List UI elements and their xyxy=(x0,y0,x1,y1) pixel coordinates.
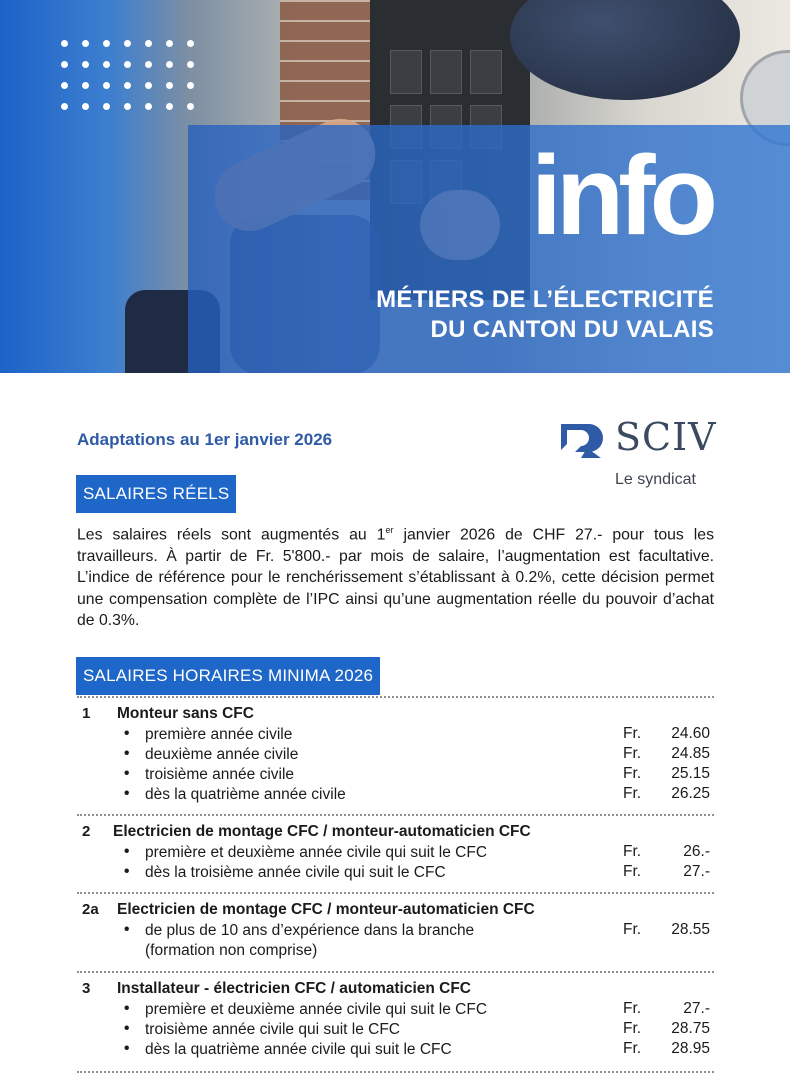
dot-grid-decoration xyxy=(61,40,191,110)
sciv-logo xyxy=(557,415,717,495)
group-title: Monteur sans CFC xyxy=(117,705,254,722)
group-title: Electricien de montage CFC / monteur-automaticien CFC xyxy=(117,901,535,918)
logo-tagline: Le syndicat xyxy=(615,471,696,488)
salary-row: • troisième année civile Fr. 25.15 xyxy=(124,765,710,783)
hero-subtitle-line2: DU CANTON DU VALAIS xyxy=(430,316,714,343)
group-number: 3 xyxy=(82,980,91,997)
document-subtitle: Adaptations au 1er janvier 2026 xyxy=(77,430,333,449)
info-title: info xyxy=(530,133,712,258)
salary-row: • dès la quatrième année civile Fr. 26.25 xyxy=(124,785,710,803)
divider xyxy=(77,1071,714,1073)
sciv-logo-icon xyxy=(557,420,605,460)
group-title: Electricien de montage CFC / monteur-automaticien CFC xyxy=(113,823,531,840)
hero-banner xyxy=(0,0,790,373)
group-number: 1 xyxy=(82,705,91,722)
salary-row: • deuxième année civile Fr. 24.85 xyxy=(124,745,710,763)
salary-row: • première et deuxième année civile qui suit le CFC Fr. 26.- xyxy=(124,843,710,861)
group-number: 2a xyxy=(82,901,99,918)
divider xyxy=(77,814,714,816)
group-title: Installateur - électricien CFC / automaticien CFC xyxy=(117,980,471,997)
logo-name: SCIV xyxy=(615,415,717,459)
section-title-salaires-horaires: SALAIRES HORAIRES MINIMA 2026 xyxy=(76,657,380,695)
divider xyxy=(77,696,714,698)
worker-cap-photo xyxy=(510,0,740,100)
salary-row: • première et deuxième année civile qui suit le CFC Fr. 27.- xyxy=(124,1000,710,1018)
hero-subtitle-line1: MÉTIERS DE L’ÉLECTRICITÉ xyxy=(376,286,714,313)
group-number: 2 xyxy=(82,823,91,840)
section-title-salaires-reels: SALAIRES RÉELS xyxy=(76,475,236,513)
salary-row: • première année civile Fr. 24.60 xyxy=(124,725,710,743)
divider xyxy=(77,892,714,894)
salary-row: • de plus de 10 ans d’expérience dans la branche (formation non comprise) Fr. 28.55 xyxy=(124,921,710,959)
divider xyxy=(77,971,714,973)
salary-row: • dès la troisième année civile qui suit le CFC Fr. 27.- xyxy=(124,863,710,881)
salary-row: • troisième année civile qui suit le CFC Fr. 28.75 xyxy=(124,1020,710,1038)
salary-row: • dès la quatrième année civile qui suit le CFC Fr. 28.95 xyxy=(124,1040,710,1058)
salaires-reels-paragraph: Les salaires réels sont augmentés au 1er janvier 2026 de CHF 27.- pour tous les travailleurs. À partir de Fr. 5'800.- par mois de salaire, l’augmentation est facultative. L’indice de référence pour le renchérissement s’établissant à 0.2%, cette décision permet une compensation complète de l’IPC ainsi qu’une augmentation réelle du pouvoir d’achat de 0.3%. xyxy=(77,525,714,630)
